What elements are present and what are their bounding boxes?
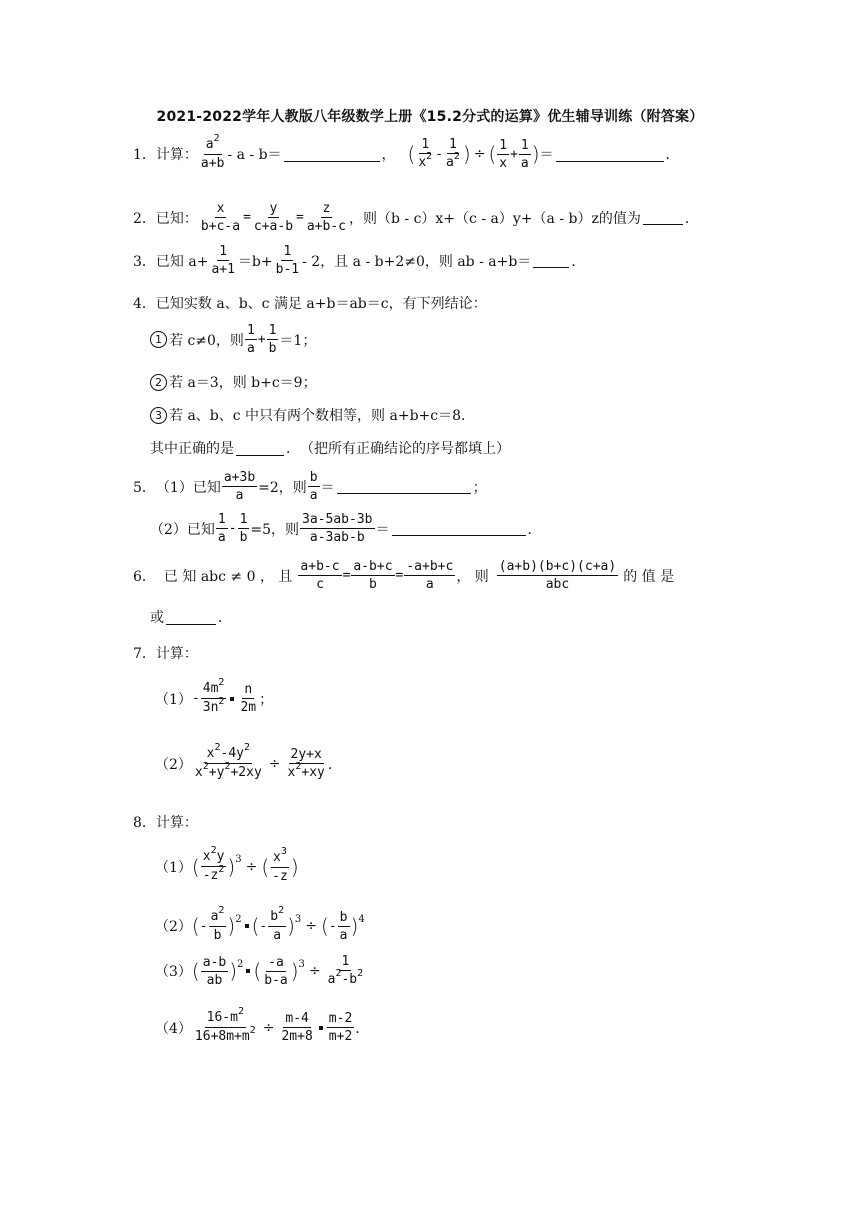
fraction: $\frac{b}{a}$ xyxy=(339,909,348,943)
fraction: $\frac{a^2}{b}$ xyxy=(210,905,225,943)
conclusion-2: 2 若 a＝3，则 b+c＝9； xyxy=(150,372,317,392)
answer-blank[interactable] xyxy=(284,147,380,162)
question-7-1: （1） - $\frac{4m^2}{3n^2}$ $\frac{n}{2m}$ ； xyxy=(155,677,274,715)
answer-blank[interactable] xyxy=(392,521,526,536)
question-1: 1． 计算： $\frac{a^2}{a+b}$ - a - b＝ ， ( $\frac{1}{x^2}$ - $\frac{1}{a^2}$ ) ÷ ( $\frac{1}{x}$ + $\frac{1}{a}$ ) ＝ ． xyxy=(133,133,680,171)
circled-number: 2 xyxy=(150,374,167,391)
answer-blank[interactable] xyxy=(533,253,569,268)
answer-blank[interactable] xyxy=(236,441,284,456)
question-5-1: 5． （1）已知 $\frac{a+3b}{a}$ =2，则 $\frac{b}{a}$ ＝ ； xyxy=(133,470,487,503)
question-3: 3． 已知 a+ $\frac{1}{a+1}$ ＝b+ $\frac{1}{b-1}$ - 2，且 a - b+2≠0，则 ab - a+b＝ ． xyxy=(133,244,586,277)
fraction: $\frac{1}{a+1}$ xyxy=(211,244,235,277)
fraction: $\frac{1}{b-1}$ xyxy=(275,244,300,277)
question-8: 8． 计算： xyxy=(133,815,198,831)
circled-number: 3 xyxy=(150,407,167,424)
question-6: 6． 已 知 abc ≠ 0 ， 且 $\frac{a+b-c}{c}$ = $\frac{a-b+c}{b}$ = $\frac{-a+b+c}{a}$ ， 则 $\frac{(a+b)(b+c)(c+a)}{\text{abc}}$ 的 值 是 xyxy=(133,559,675,592)
fraction: $\frac{m-4}{2m+8}$ xyxy=(281,1011,313,1044)
fraction: $\frac{1}{x^2}$ xyxy=(418,137,433,170)
conclusion-1: 1 若 c≠0，则 $\frac{1}{a}$ + $\frac{1}{b}$ ＝1； xyxy=(150,322,316,357)
fraction: $\frac{1}{a}$ xyxy=(520,137,529,171)
question-4-ask: 其中正确的是 ． （把所有正确结论的序号都填上） xyxy=(150,441,510,457)
question-7-2: （2） $\frac{x^2-4y^2}{x^2+y^2+2xy}$ ÷ $\frac{2y+x}{x^2+xy}$ ． xyxy=(155,742,342,780)
fraction: $\frac{(a+b)(b+c)(c+a)}{\text{abc}}$ xyxy=(498,559,617,592)
question-7: 7． 计算： xyxy=(133,646,198,662)
fraction: $\frac{a-b+c}{b}$ xyxy=(353,559,393,592)
fraction: $\frac{a^2}{a+b}$ xyxy=(200,133,225,171)
fraction: $\frac{3a-5ab-3b}{a-3ab-b}$ xyxy=(302,512,373,545)
question-5-2: （2）已知 $\frac{1}{a}$ - $\frac{1}{b}$ =5，则 $\frac{3a-5ab-3b}{a-3ab-b}$ ＝ ． xyxy=(150,512,542,545)
fraction: $\frac{1}{x}$ xyxy=(499,137,508,171)
fraction: $\frac{a+3b}{a}$ xyxy=(223,470,256,503)
fraction: $\frac{n}{2m}$ xyxy=(240,682,257,715)
fraction: $\frac{m-2}{m+2}$ xyxy=(328,1011,353,1044)
fraction: $\frac{1}{a}$ xyxy=(217,512,226,545)
page-title: 2021-2022学年人教版八年级数学上册《15.2分式的运算》优生辅导训练（附答案） xyxy=(156,109,704,125)
fraction: $\frac{4m^2}{3n^2}$ xyxy=(202,677,225,715)
circled-number: 1 xyxy=(150,331,167,348)
question-8-1: （1） ( $\frac{x^2y}{-z^2}$ ) 3 ÷ ( $\frac{x^3}{-z}$ ) xyxy=(155,845,299,884)
question-8-4: （4） $\frac{16-m^2}{16+8m+m^2}$ ÷ $\frac{m-4}{2m+8}$ $\frac{m-2}{m+2}$ ． xyxy=(155,1006,370,1044)
fraction: $\frac{1}{b}$ xyxy=(268,323,277,356)
answer-blank[interactable] xyxy=(337,479,471,494)
fraction: $\frac{1}{b}$ xyxy=(239,512,248,545)
fraction: $\frac{-a}{b-a}$ xyxy=(264,954,288,988)
conclusion-3: 3 若 a、b、c 中只有两个数相等，则 a+b+c＝8． xyxy=(150,405,475,425)
fraction: $\frac{1}{a^2-b^2}$ xyxy=(327,954,364,987)
fraction: $\frac{x^2y}{-z^2}$ xyxy=(202,845,225,883)
question-8-3: （3） ( $\frac{a-b}{ab}$ ) 2 ( $\frac{-a}{b-a}$ ) 3 ÷ $\frac{1}{a^2-b^2}$ xyxy=(155,954,364,988)
fraction: $\frac{a-b}{ab}$ xyxy=(202,954,227,988)
fraction: $\frac{1}{a}$ xyxy=(246,323,255,356)
fraction: $\frac{z}{a+b-c}$ xyxy=(306,201,346,234)
fraction: $\frac{b^2}{a}$ xyxy=(270,905,285,943)
answer-blank[interactable] xyxy=(166,610,216,625)
fraction: $\frac{b}{a}$ xyxy=(309,470,318,503)
fraction: $\frac{2y+x}{x^2+xy}$ xyxy=(287,746,325,780)
fraction: $\frac{a+b-c}{c}$ xyxy=(300,559,340,592)
fraction: $\frac{x^2-4y^2}{x^2+y^2+2xy}$ xyxy=(194,742,262,780)
question-6-line2: 或 ． xyxy=(150,610,232,626)
answer-blank[interactable] xyxy=(643,210,683,225)
fraction: $\frac{y}{c+a-b}$ xyxy=(253,201,294,234)
fraction: $\frac{1}{a^2}$ xyxy=(446,137,460,170)
answer-blank[interactable] xyxy=(556,147,664,162)
fraction: $\frac{x}{b+c-a}$ xyxy=(200,201,241,234)
fraction: $\frac{x^3}{-z}$ xyxy=(272,845,288,884)
fraction: $\frac{-a+b+c}{a}$ xyxy=(406,559,454,592)
question-8-2: （2） ( - $\frac{a^2}{b}$ ) 2 ( - $\frac{b^2}{a}$ ) 3 ÷ ( - $\frac{b}{a}$ ) 4 xyxy=(155,905,365,943)
question-2: 2． 已知： $\frac{x}{b+c-a}$ = $\frac{y}{c+a-b}$ = $\frac{z}{a+b-c}$ ，则（b - c）x+（c - a）y+（a - b）z的值为 ． xyxy=(133,201,699,234)
fraction: $\frac{16-m^2}{16+8m+m^2}$ xyxy=(194,1006,256,1044)
question-4: 4． 已知实数 a、b、c 满足 a+b＝ab＝c，有下列结论： xyxy=(133,296,487,312)
